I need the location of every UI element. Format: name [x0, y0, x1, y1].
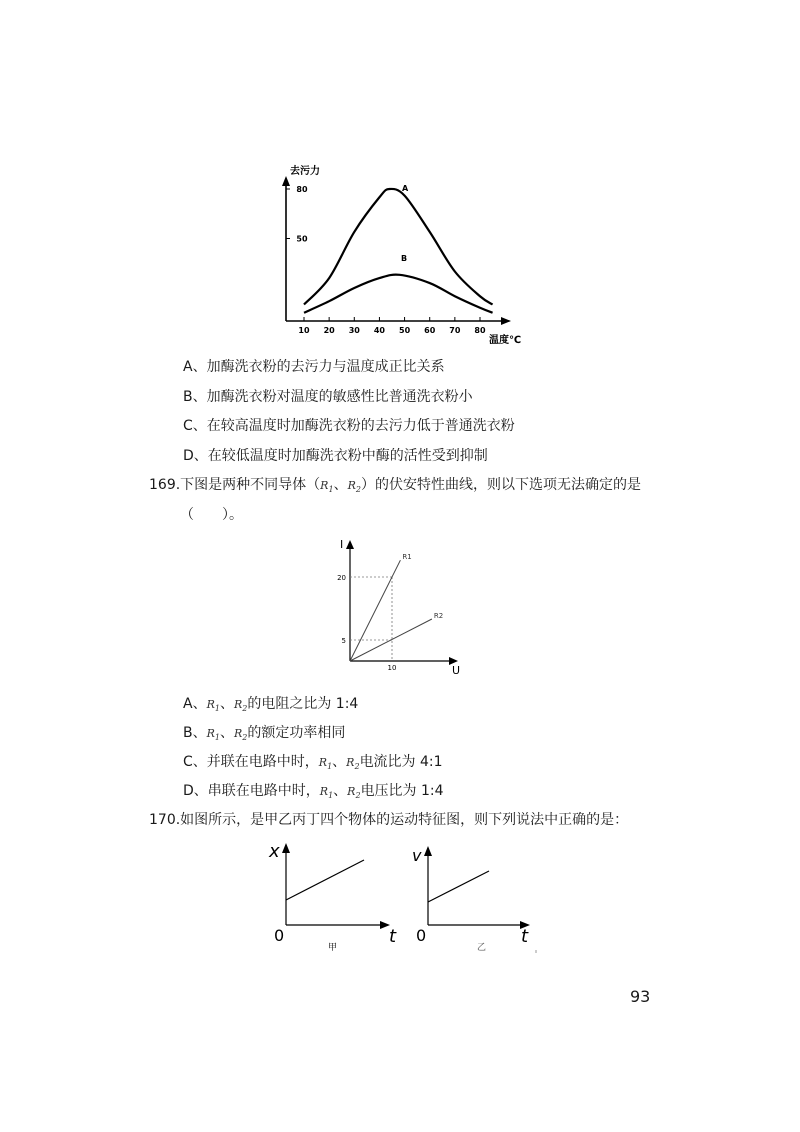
y-axis-label: 去污力 — [290, 166, 320, 177]
x-tick-label: 30 — [348, 326, 360, 335]
y-axis-label: I — [340, 538, 344, 551]
y-tick-label: 80 — [296, 185, 308, 194]
series-line-r1 — [350, 560, 400, 661]
q169-option-d: D、串联在电路中时，$R_1$、$R_2$电压比为 1:4 — [183, 783, 444, 801]
series-a-curve — [304, 189, 493, 305]
q168-option-a: A、加酶洗衣粉的去污力与温度成正比关系 — [183, 359, 445, 375]
x-tick-label: 10 — [298, 326, 310, 335]
q168-option-b: B、加酶洗衣粉对温度的敏感性比普通洗衣粉小 — [183, 389, 473, 405]
x-tick-label: 70 — [449, 326, 461, 335]
jia-caption: 甲 — [328, 943, 338, 953]
series-a-label: A — [402, 184, 409, 193]
x-axis-label: 温度℃ — [489, 335, 522, 346]
x-tick-label: 10 — [387, 664, 397, 672]
detergency-temperature-chart — [270, 158, 540, 350]
r1-symbol: $R_1$ — [320, 479, 334, 495]
x-axis-label: U — [452, 664, 461, 677]
series-b-label: B — [401, 254, 408, 263]
x-tick-label: 50 — [399, 326, 411, 335]
series-b-curve — [304, 275, 493, 313]
q168-option-d: D、在较低温度时加酶洗衣粉中酶的活性受到抑制 — [183, 448, 488, 464]
iu-characteristic-chart — [330, 532, 470, 680]
q170-stem: 170.如图所示，是甲乙丙丁四个物体的运动特征图，则下列说法中正确的是： — [149, 812, 629, 828]
jia-y-label: x — [269, 841, 280, 862]
x-tick-label: 60 — [424, 326, 436, 335]
graph-yi-vt — [408, 838, 548, 958]
y-tick-label: 5 — [341, 637, 346, 645]
series-label-r1: R1 — [402, 553, 412, 562]
x-tick-label: 40 — [373, 326, 385, 335]
y-tick-label: 20 — [337, 574, 346, 582]
q169-option-a: A、$R_1$、$R_2$的电阻之比为 1:4 — [183, 696, 359, 714]
yi-origin: 0 — [416, 926, 427, 945]
q169-option-c: C、并联在电路中时，$R_1$、$R_2$电流比为 4:1 — [183, 754, 443, 772]
yi-x-label: t — [521, 926, 529, 947]
q169-answer-blank: （ ）。 — [180, 507, 243, 523]
page-number: 93 — [630, 987, 651, 1006]
yi-y-label: v — [412, 846, 422, 865]
series-label-r2: R2 — [433, 612, 444, 620]
yi-caption: 乙 — [477, 943, 487, 953]
r2-symbol: $R_2$ — [347, 479, 361, 495]
q168-option-c: C、在较高温度时加酶洗衣粉的去污力低于普通洗衣粉 — [183, 418, 515, 434]
x-tick-label: 20 — [323, 326, 335, 335]
q169-option-b: B、$R_1$、$R_2$的额定功率相同 — [183, 725, 346, 743]
graph-jia-xt — [262, 838, 407, 958]
jia-origin: 0 — [274, 926, 285, 945]
y-tick-label: 50 — [296, 234, 308, 244]
x-tick-label: 80 — [474, 326, 486, 335]
jia-x-label: t — [389, 926, 397, 947]
q169-stem: 169.下图是两种不同导体（$R_1$、$R_2$）的伏安特性曲线，则以下选项无法确定的是 — [149, 477, 641, 495]
